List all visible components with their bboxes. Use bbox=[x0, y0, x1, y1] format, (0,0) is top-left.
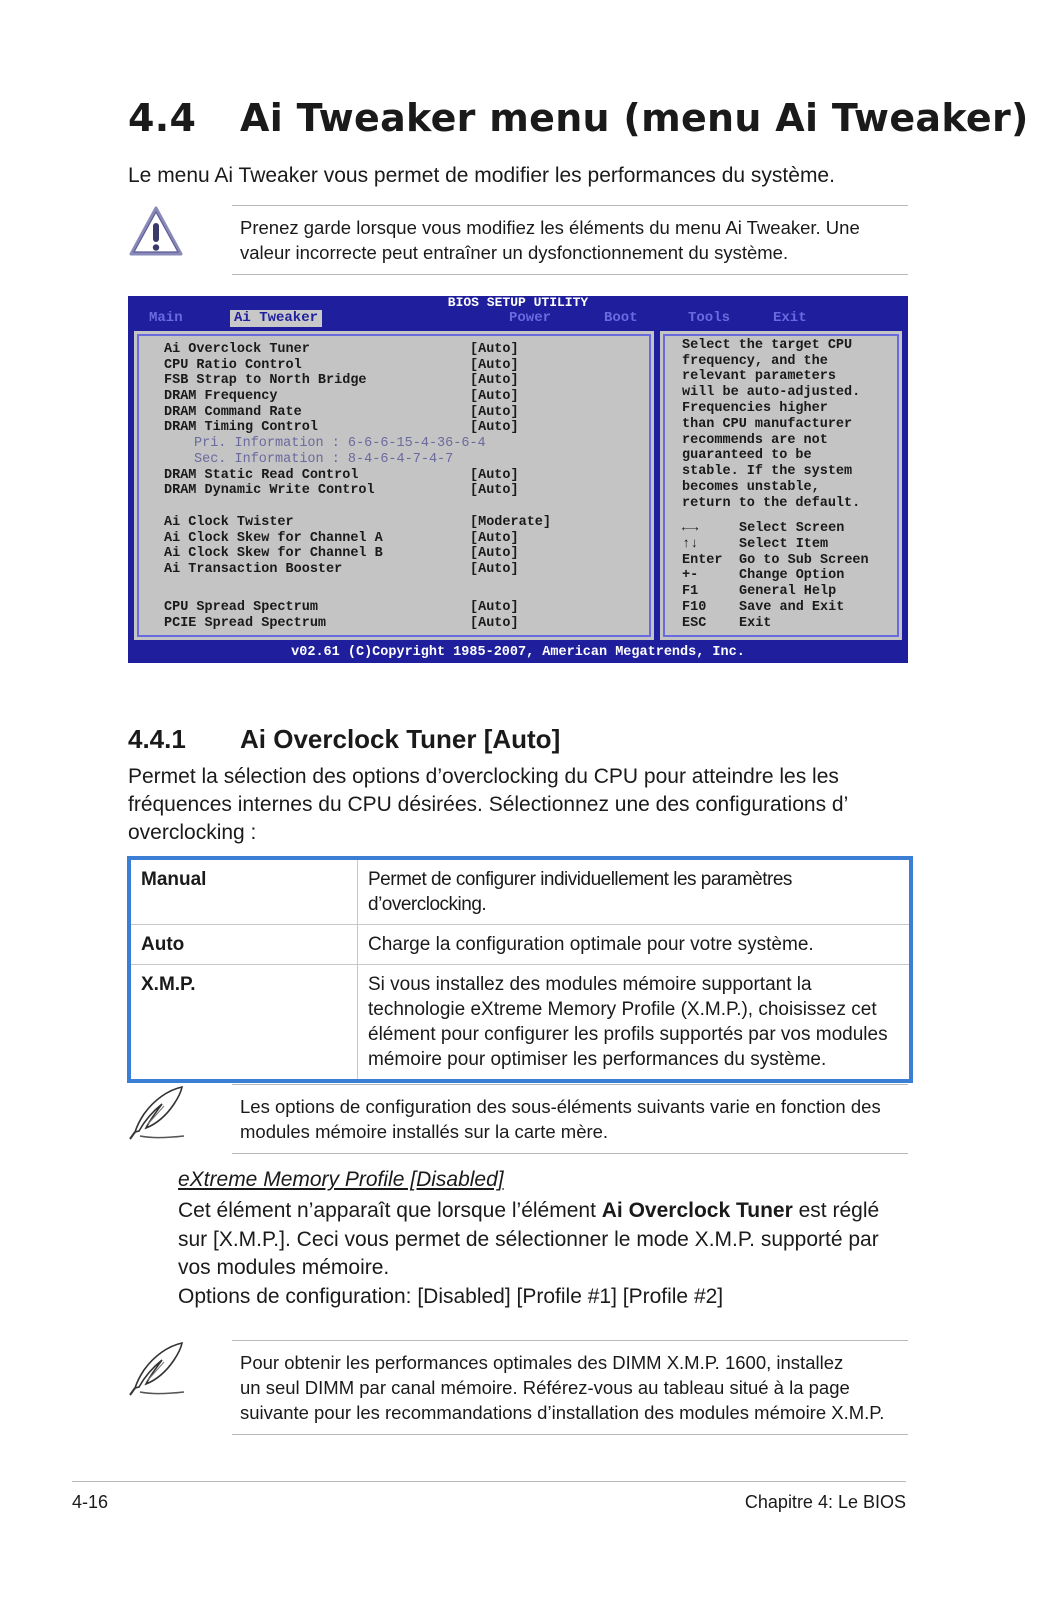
option-name: Auto bbox=[129, 925, 358, 965]
footer-divider bbox=[72, 1481, 906, 1482]
bios-item[interactable]: DRAM Timing Control [Auto] bbox=[164, 420, 519, 435]
bios-item[interactable]: PCIE Spread Spectrum [Auto] bbox=[164, 616, 519, 631]
option-desc: Si vous installez des modules mémoire supportant la technologie eXtreme Memory Profile (X.M.P.), choisissez cet élément pour configurer les profils supportés par vos modules mémoire pour optimiser les performances du système. bbox=[368, 974, 888, 1070]
bios-menubar bbox=[128, 310, 908, 327]
bios-item[interactable]: Ai Clock Skew for Channel A [Auto] bbox=[164, 531, 519, 546]
bios-help-line: will be auto-adjusted. bbox=[682, 385, 861, 400]
bios-help-line: Frequencies higher bbox=[682, 401, 828, 416]
bios-help-line: stable. If the system bbox=[682, 464, 853, 479]
option-desc: Charge la configuration optimale pour votre système. bbox=[358, 925, 912, 965]
up-down-arrows-icon: ↑↓ bbox=[682, 537, 699, 552]
left-right-arrows-icon: ←→ bbox=[682, 521, 699, 536]
bios-tab-main[interactable]: Main bbox=[149, 310, 183, 326]
section-title: Ai Tweaker menu (menu Ai Tweaker) bbox=[240, 96, 1029, 140]
warning-callout bbox=[232, 205, 908, 275]
bios-item[interactable]: CPU Ratio Control [Auto] bbox=[164, 358, 519, 373]
note-line: Pour obtenir les performances optimales des DIMM X.M.P. 1600, installez bbox=[240, 1352, 844, 1373]
bios-key-row: Enter Go to Sub Screen bbox=[682, 553, 869, 568]
bios-key-row: ←→ Select Screen bbox=[682, 521, 845, 536]
bios-key-row: ↑↓ Select Item bbox=[682, 537, 829, 552]
bios-info-line: Pri. Information : 6-6-6-15-4-36-6-4 bbox=[194, 436, 486, 451]
bios-item[interactable]: DRAM Frequency [Auto] bbox=[164, 389, 519, 404]
bios-help-line: relevant parameters bbox=[682, 369, 836, 384]
bios-help-line: becomes unstable, bbox=[682, 480, 820, 495]
warning-triangle-icon bbox=[128, 204, 184, 258]
bios-help-line: guaranteed to be bbox=[682, 448, 812, 463]
bios-tab-tools[interactable]: Tools bbox=[688, 310, 731, 326]
warning-line: Prenez garde lorsque vous modifiez les éléments du menu Ai Tweaker. Une bbox=[240, 217, 860, 238]
subsection-title bbox=[128, 724, 560, 755]
section-number: 4.4 bbox=[128, 96, 197, 140]
page-title bbox=[128, 96, 1029, 140]
xmp-title: eXtreme Memory Profile [Disabled] bbox=[178, 1168, 504, 1191]
bios-item[interactable]: FSB Strap to North Bridge [Auto] bbox=[164, 373, 519, 388]
bios-tab-power[interactable]: Power bbox=[509, 310, 552, 326]
table-row bbox=[129, 858, 911, 925]
note-line: suivante pour les recommandations d’installation des modules mémoire X.M.P. bbox=[240, 1402, 885, 1423]
bios-item[interactable]: CPU Spread Spectrum [Auto] bbox=[164, 600, 519, 615]
bios-key-row: ESC Exit bbox=[682, 616, 772, 631]
option-name: X.M.P. bbox=[129, 965, 358, 1082]
warning-line: valeur incorrecte peut entraîner un dysfonctionnement du système. bbox=[240, 242, 789, 263]
note-line: un seul DIMM par canal mémoire. Référez-vous au tableau situé à la page bbox=[240, 1377, 850, 1398]
bios-help-line: recommends are not bbox=[682, 433, 828, 448]
bios-item[interactable]: DRAM Static Read Control [Auto] bbox=[164, 468, 519, 483]
page-number: 4-16 bbox=[72, 1492, 109, 1512]
bios-screen bbox=[128, 296, 908, 663]
bios-item[interactable]: Ai Transaction Booster [Auto] bbox=[164, 562, 519, 577]
bios-item[interactable]: Ai Clock Twister [Moderate] bbox=[164, 515, 552, 530]
options-table bbox=[127, 856, 913, 1083]
bios-tab-ai-tweaker[interactable]: Ai Tweaker bbox=[230, 310, 322, 327]
xmp-description: Cet élément n’apparaît que lorsque l’élément Ai Overclock Tuner est réglé sur [X.M.P.]. Ceci vous permet de sélectionner le mode X.M.P. supporté par vos modules mémoire. Options de configuration: [Disabled] [Profile #1] [Profile #2] bbox=[178, 1199, 880, 1308]
chapter-label: Chapitre 4: Le BIOS bbox=[744, 1492, 906, 1512]
bios-key-row: F10 Save and Exit bbox=[682, 600, 845, 615]
bios-help-line: Select the target CPU bbox=[682, 338, 853, 353]
note-line: Les options de configuration des sous-éléments suivants varie en fonction des bbox=[240, 1096, 881, 1117]
bios-item[interactable]: Ai Overclock Tuner [Auto] bbox=[164, 342, 519, 357]
option-desc: Permet de configurer individuellement les paramètres d’overclocking. bbox=[358, 858, 912, 925]
bios-key-row: F1 General Help bbox=[682, 584, 837, 599]
bios-tab-exit[interactable]: Exit bbox=[773, 310, 807, 326]
bios-help-line: frequency, and the bbox=[682, 354, 828, 369]
bios-help-line: than CPU manufacturer bbox=[682, 417, 853, 432]
bios-title: BIOS SETUP UTILITY bbox=[447, 295, 589, 310]
note-callout bbox=[232, 1084, 908, 1154]
bios-item[interactable]: DRAM Dynamic Write Control [Auto] bbox=[164, 483, 519, 498]
note-line: modules mémoire installés sur la carte mère. bbox=[240, 1121, 609, 1142]
section-paragraph: Permet la sélection des options d’overclocking du CPU pour atteindre les les fréquences internes du CPU désirées. Sélectionnez une des configurations d’ overclocking : bbox=[128, 765, 849, 844]
intro-text: Le menu Ai Tweaker vous permet de modifier les performances du système. bbox=[128, 164, 835, 187]
bios-item[interactable]: DRAM Command Rate [Auto] bbox=[164, 405, 519, 420]
table-row bbox=[129, 925, 911, 965]
bios-key-row: +- Change Option bbox=[682, 568, 845, 583]
subsection-label: Ai Overclock Tuner [Auto] bbox=[240, 724, 561, 754]
bios-help-line: return to the default. bbox=[682, 496, 861, 511]
option-name: Manual bbox=[129, 858, 358, 925]
quill-note-icon bbox=[126, 1084, 188, 1142]
bios-tab-boot[interactable]: Boot bbox=[604, 310, 638, 326]
note-callout bbox=[232, 1340, 908, 1435]
table-row bbox=[129, 965, 911, 1082]
subsection-number: 4.4.1 bbox=[128, 724, 186, 754]
bios-info-line: Sec. Information : 8-4-6-4-7-4-7 bbox=[194, 452, 454, 467]
bios-copyright: v02.61 (C)Copyright 1985-2007, American Megatrends, Inc. bbox=[291, 645, 745, 660]
bios-item[interactable]: Ai Clock Skew for Channel B [Auto] bbox=[164, 546, 519, 561]
quill-note-icon bbox=[126, 1340, 188, 1398]
